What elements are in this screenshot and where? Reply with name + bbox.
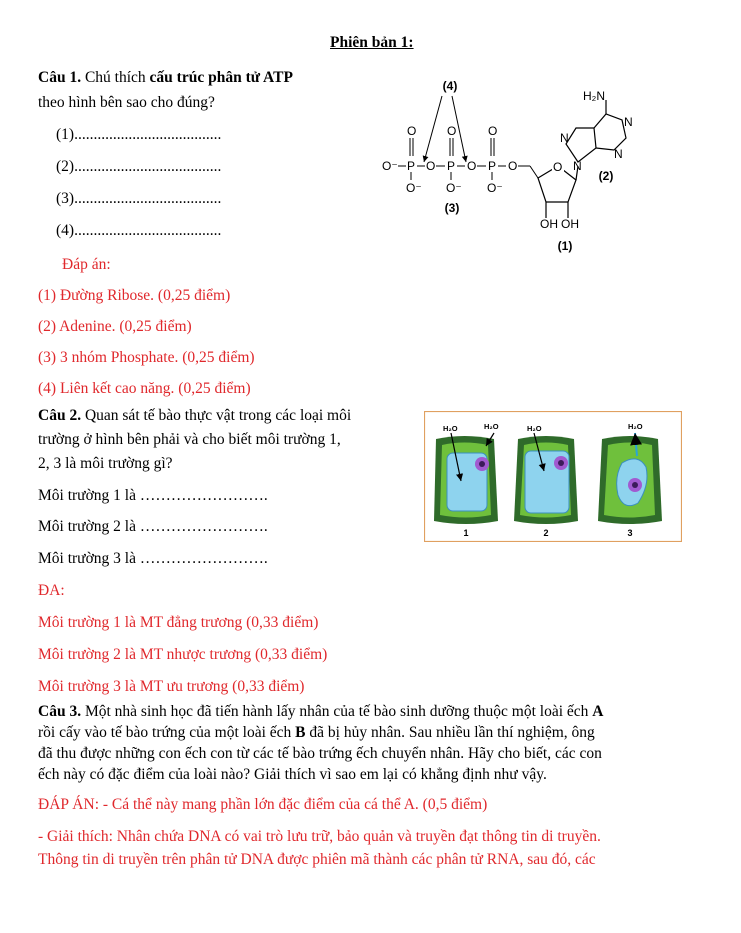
atom-o3: O <box>488 124 498 138</box>
q3-species-b: B <box>295 724 306 741</box>
q1-blank-3: (3)...................................... <box>56 190 222 207</box>
atp-label-3: (3) <box>444 201 460 215</box>
q1-blank-2: (2)...................................... <box>56 158 222 175</box>
q1-number: Câu 1. <box>38 69 82 86</box>
cell-number-1: 1 <box>463 528 469 538</box>
q2-answer-2: Môi trường 2 là MT nhược trương (0,33 điểm) <box>38 646 328 663</box>
q3-line1 <box>38 702 728 723</box>
atom-o2: O <box>447 124 457 138</box>
atom-oh-2: OH <box>561 217 579 231</box>
atom-n1: N <box>624 115 633 129</box>
q1-answer-1: (1) Đường Ribose. (0,25 điểm) <box>38 287 231 304</box>
q2-line2: trường ở hình bên phải và cho biết môi trường 1, <box>38 431 341 448</box>
atom-n7: N <box>560 131 569 145</box>
q2-heading <box>38 406 351 426</box>
q1-line2: theo hình bên sao cho đúng? <box>38 94 215 111</box>
q2-answer-1: Môi trường 1 là MT đẳng trương (0,33 điểm) <box>38 614 319 631</box>
atom-o-bridge2: O <box>467 159 477 173</box>
q1-answer-2: (2) Adenine. (0,25 điểm) <box>38 318 192 335</box>
q3-text2a: rồi cấy vào tế bào trứng của một loài ếch <box>38 724 292 741</box>
q3-number: Câu 3. <box>38 703 82 720</box>
q1-pre: Chú thích <box>84 69 146 86</box>
q3-text2b: đã bị hủy nhân. Sau nhiều lần thí nghiệm, ông <box>309 724 595 741</box>
atom-o-minus-3: O⁻ <box>487 181 503 195</box>
q1-topic: cấu trúc phân tử ATP <box>149 69 293 86</box>
atom-o-minus-2: O⁻ <box>446 181 462 195</box>
q2-answer-label: ĐA: <box>38 582 65 599</box>
q2-line3: 2, 3 là môi trường gì? <box>38 455 173 472</box>
q2-blank-1: Môi trường 1 là ……………………. <box>38 487 268 504</box>
cell-number-2: 2 <box>543 528 549 538</box>
cell-1 <box>434 433 498 524</box>
q2-blank-2: Môi trường 2 là ……………………. <box>38 518 268 535</box>
q3-answer: ĐÁP ÁN: - Cá thể này mang phần lớn đặc điểm của cá thể A. (0,5 điểm) <box>38 796 488 813</box>
q2-blank-3: Môi trường 3 là ……………………. <box>38 550 268 567</box>
atp-label-4: (4) <box>442 79 458 93</box>
q1-blank-4: (4)...................................... <box>56 222 222 239</box>
q1-answer-3: (3) 3 nhóm Phosphate. (0,25 điểm) <box>38 349 255 366</box>
cell-2 <box>514 433 578 524</box>
atp-label-2: (2) <box>598 169 614 183</box>
atom-nh2: H₂N <box>583 89 605 103</box>
atom-p1: P <box>407 159 416 173</box>
h2o-label-4: H₂O <box>628 422 643 431</box>
q1-answer-4: (4) Liên kết cao năng. (0,25 điểm) <box>38 380 251 397</box>
q1-heading <box>38 68 293 88</box>
q3-line4: ếch này có đặc điểm của loài nào? Giải thích vì sao em lại có khẳng định như vậy. <box>38 766 547 783</box>
q1-answer-label: Đáp án: <box>62 256 111 273</box>
atom-o-minus: O⁻ <box>382 159 398 173</box>
atom-n9: N <box>573 159 582 173</box>
q2-line1: Quan sát tế bào thực vật trong các loại môi <box>84 407 352 424</box>
h2o-label-2: H₂O <box>484 422 499 431</box>
atp-structure-figure <box>380 70 660 260</box>
q1-blank-1: (1)...................................... <box>56 126 222 143</box>
page-title: Phiên bản 1: <box>330 34 414 51</box>
q3-explain-1: - Giải thích: Nhân chứa DNA có vai trò lưu trữ, bảo quản và truyền đạt thông tin di truyền. <box>38 828 601 845</box>
atom-ring-o: O <box>553 160 563 174</box>
atom-p2: P <box>447 159 456 173</box>
q3-text1: Một nhà sinh học đã tiến hành lấy nhân của tế bào sinh dưỡng thuộc một loài ếch <box>84 703 589 720</box>
q3-species-a: A <box>592 703 604 720</box>
q2-number: Câu 2. <box>38 407 82 424</box>
plant-cells-figure <box>424 411 682 542</box>
atom-p3: P <box>488 159 497 173</box>
h2o-label-1: H₂O <box>443 424 458 433</box>
h2o-label-3: H₂O <box>527 424 542 433</box>
q2-answer-3: Môi trường 3 là MT ưu trương (0,33 điểm) <box>38 678 305 695</box>
atp-label-1: (1) <box>557 239 573 253</box>
atom-o-bridge3: O <box>508 159 518 173</box>
q3-line2 <box>38 723 728 744</box>
atom-o-bridge1: O <box>426 159 436 173</box>
cell-number-3: 3 <box>627 528 633 538</box>
cell-3 <box>598 433 662 524</box>
q3-explain-2: Thông tin di truyền trên phân tử DNA được phiên mã thành các phân tử RNA, sau đó, các <box>38 851 596 868</box>
atom-oh-1: OH <box>540 217 558 231</box>
atom-n3: N <box>614 147 623 161</box>
atom-o-minus-1: O⁻ <box>406 181 422 195</box>
q3-line3: đã thu được những con ếch con từ các tế bào trứng ếch chuyển nhân. Hãy cho biết, các con <box>38 745 602 762</box>
atom-o1: O <box>407 124 417 138</box>
